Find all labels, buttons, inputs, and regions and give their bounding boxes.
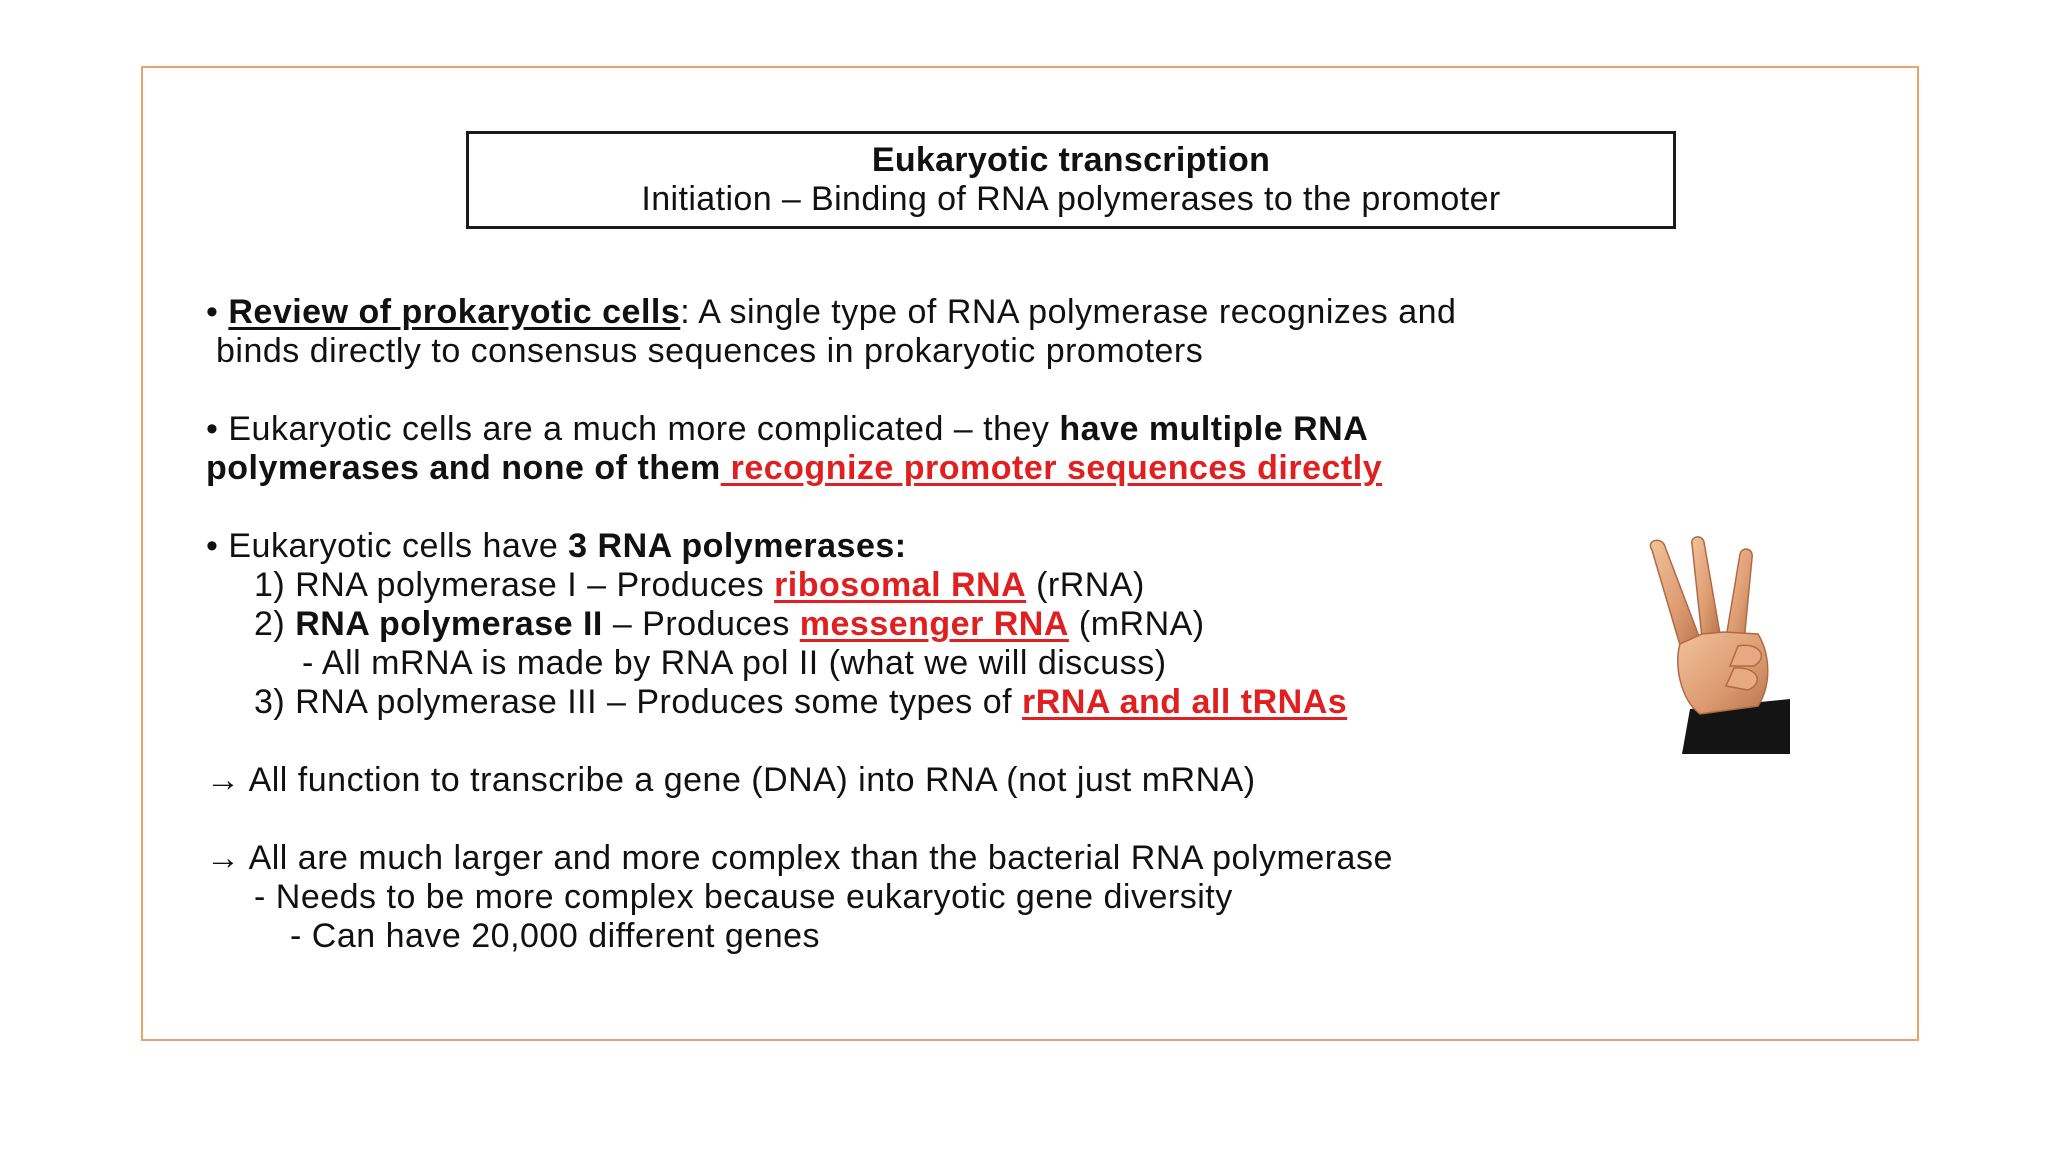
review-text-2-line: [206, 332, 1886, 371]
item2-note: - All mRNA is made by RNA pol II (what we will discuss): [302, 644, 1167, 682]
arrow-icon: →: [206, 839, 249, 877]
item2-post: (mRNA): [1068, 605, 1205, 643]
item1-pre: 1) RNA polymerase I – Produces: [254, 566, 775, 604]
complex-sub-2: [206, 917, 1886, 956]
messenger-rna-red: messenger RNA: [799, 605, 1069, 643]
polymerase-item-3: [206, 683, 1886, 722]
arrow-icon: →: [206, 761, 249, 799]
larger-complex-text: All are much larger and more complex than the bacterial RNA polymerase: [248, 839, 1393, 877]
complex-sub-2-text: - Can have 20,000 different genes: [290, 917, 821, 955]
multiple-rna-bold: have multiple RNA: [1059, 410, 1369, 448]
polymerase-item-2-note: [206, 644, 1886, 683]
arrow-larger-complex: [206, 839, 1886, 878]
bullet-eukaryotic-complicated: [206, 410, 1886, 449]
three-fingers-hand-icon: [1640, 534, 1790, 754]
arrow-all-function: [206, 761, 1886, 800]
bullet-three-polymerases: [206, 527, 1886, 566]
polymerase-item-1: [206, 566, 1886, 605]
complicated-text: Eukaryotic cells are a much more complicated – they: [228, 410, 1060, 448]
bullet-eukaryotic-complicated-line2: [206, 449, 1886, 488]
three-polymerases-bold: 3 RNA polymerases:: [568, 527, 907, 565]
bullet-dot: •: [206, 293, 229, 331]
rrna-trnas-red: rRNA and all tRNAs: [1022, 683, 1348, 721]
review-heading: Review of prokaryotic cells: [228, 293, 681, 331]
complex-sub-1: [206, 878, 1886, 917]
slide-body: [206, 293, 1886, 956]
pol-ii-bold: RNA polymerase II: [295, 605, 603, 643]
none-of-them-bold: polymerases and none of them: [206, 449, 721, 487]
bullet-review-prokaryotic: [206, 293, 1886, 332]
review-text-2: binds directly to consensus sequences in prokaryotic promoters: [216, 332, 1204, 370]
item2-num: 2): [254, 605, 296, 643]
have-text: Eukaryotic cells have: [228, 527, 569, 565]
item3-pre: 3) RNA polymerase III – Produces some types of: [254, 683, 1023, 721]
slide-title: Eukaryotic transcription: [871, 141, 1271, 179]
bullet-dot: •: [206, 410, 229, 448]
recognize-directly-red: recognize promoter sequences directly: [720, 449, 1383, 487]
title-box: [466, 131, 1676, 229]
review-text-1: : A single type of RNA polymerase recognizes and: [680, 293, 1457, 331]
ribosomal-rna-red: ribosomal RNA: [774, 566, 1027, 604]
slide: [141, 66, 1919, 1041]
complex-sub-1-text: - Needs to be more complex because eukaryotic gene diversity: [254, 878, 1233, 916]
item1-post: (rRNA): [1026, 566, 1145, 604]
slide-subtitle: Initiation – Binding of RNA polymerases to the promoter: [641, 180, 1501, 218]
bullet-dot: •: [206, 527, 229, 565]
item2-pre: – Produces: [602, 605, 800, 643]
all-function-text: All function to transcribe a gene (DNA) into RNA (not just mRNA): [248, 761, 1256, 799]
polymerase-item-2: [206, 605, 1886, 644]
